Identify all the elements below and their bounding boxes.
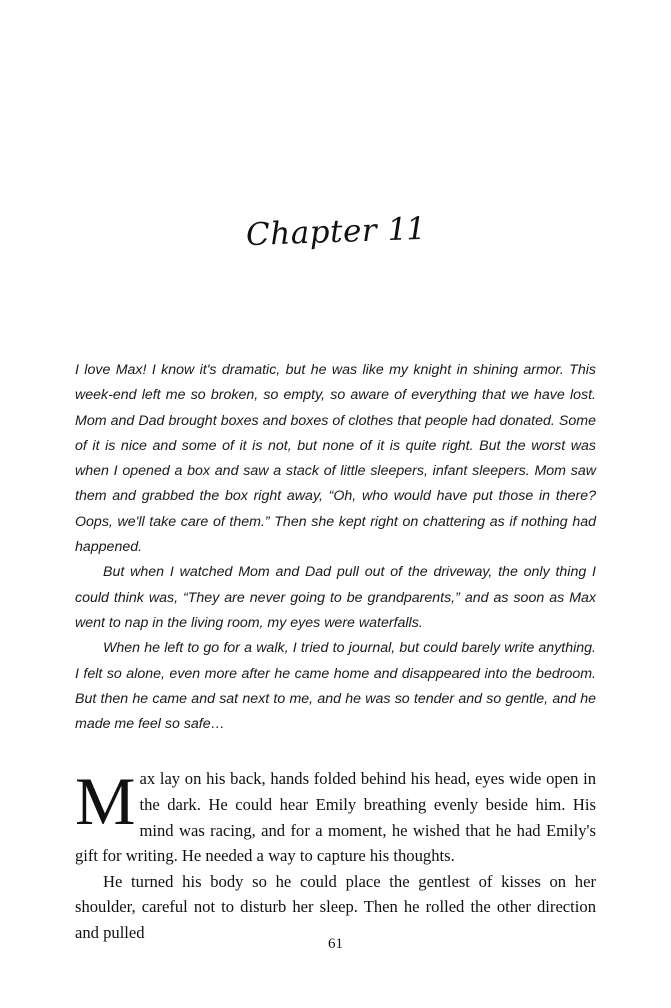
drop-cap: M [75,763,136,840]
chapter-heading [0,202,671,261]
narrative-paragraph-first [75,763,596,868]
chapter-label: Chapter [245,212,378,254]
chapter-number: 11 [386,210,426,249]
journal-paragraph: I love Max! I know it's dramatic, but he was like my knight in shining armor. This week-end left me so broken, so empty, so aware of everything that we have lost. Mom and Dad brought boxes and boxes of clothes that people had donated. Some of it is nice and some of it is not, but none of it is quite right. But the worst was when I opened a box and saw a stack of little sleepers, infant sleepers. Mom saw them and grabbed the box right away, “Oh, who would have put those in there? Oops, we'll take care of them.” Then she kept right on chattering as if nothing had happened. [75,362,596,556]
page-content [75,358,596,946]
narrative-body [75,763,596,945]
journal-paragraph: When he left to go for a walk, I tried to journal, but could barely write anything. I felt so alone, even more after he came home and disappeared into the bedroom. But then he came and sat next to me, and he was so tender and so gentle, and he made me feel so safe… [75,640,596,733]
journal-entry [75,358,596,737]
page-number: 61 [328,936,343,952]
narrative-first-text: ax lay on his back, hands folded behind his head, eyes wide open in the dark. He could hear Emily breathing evenly beside him. His mind was racing, and for a moment, he wished that he had Emily's gift for writing. He needed a way to capture his thoughts. [75,769,596,866]
journal-paragraph: But when I watched Mom and Dad pull out of the driveway, the only thing I could think was, “They are never going to be grandparents,” and as soon as Max went to nap in the living room, my eyes were waterfalls. [75,564,596,631]
narrative-paragraph: He turned his body so he could place the gentlest of kisses on her shoulder, careful not to disturb her sleep. Then he rolled the other direction and pulled [75,871,596,943]
